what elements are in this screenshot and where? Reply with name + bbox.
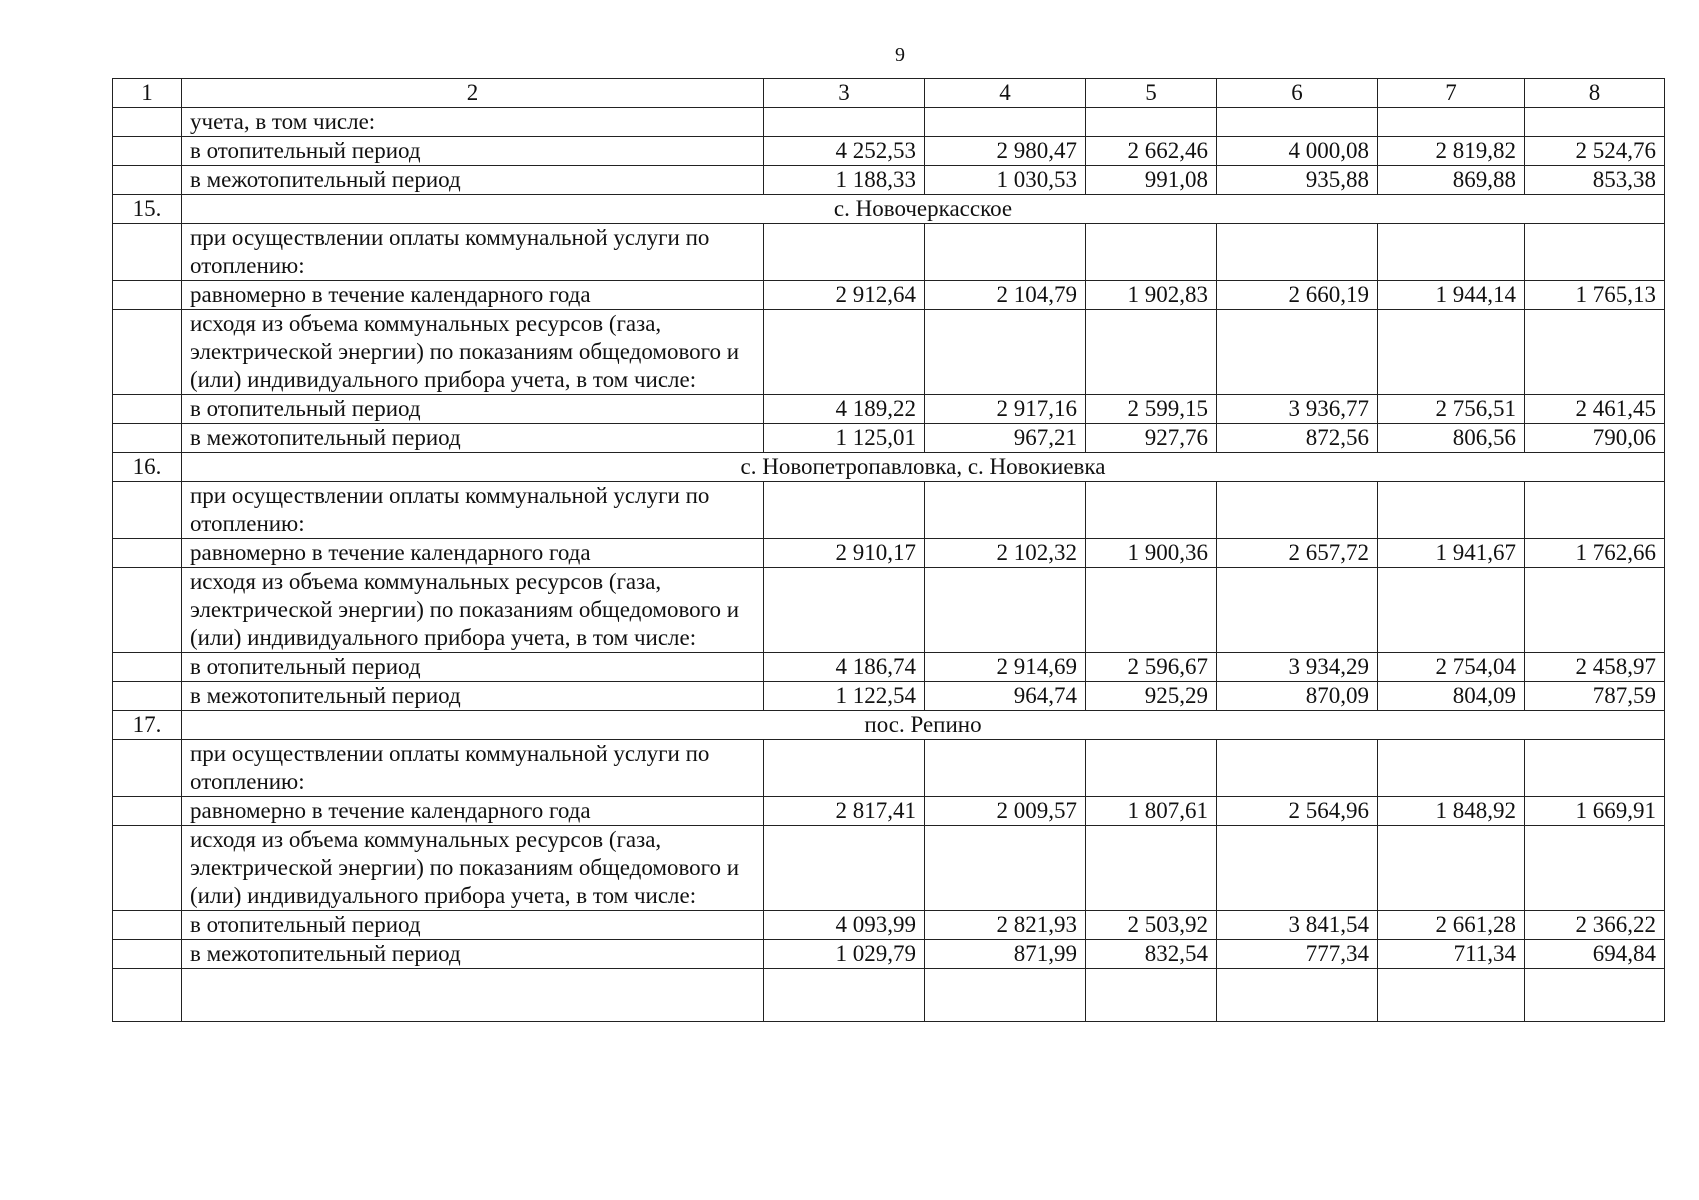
value-cell: 2 980,47 xyxy=(925,137,1086,166)
value-cell: 925,29 xyxy=(1086,682,1217,711)
row-number-cell xyxy=(113,281,182,310)
data-row xyxy=(113,653,1665,682)
value-cell: 4 252,53 xyxy=(764,137,925,166)
empty-cell xyxy=(764,969,925,1022)
empty-cell xyxy=(1378,826,1525,911)
value-cell: 832,54 xyxy=(1086,940,1217,969)
row-label: учета, в том числе: xyxy=(182,108,764,137)
header-cell: 3 xyxy=(764,79,925,108)
section-row xyxy=(113,711,1665,740)
empty-cell xyxy=(1378,482,1525,539)
value-cell: 2 817,41 xyxy=(764,797,925,826)
table-body xyxy=(113,79,1665,1022)
text-row xyxy=(113,310,1665,395)
value-cell: 1 762,66 xyxy=(1525,539,1665,568)
empty-cell xyxy=(1217,740,1378,797)
header-cell: 4 xyxy=(925,79,1086,108)
value-cell: 991,08 xyxy=(1086,166,1217,195)
value-cell: 2 756,51 xyxy=(1378,395,1525,424)
row-label: в отопительный период xyxy=(182,137,764,166)
value-cell: 927,76 xyxy=(1086,424,1217,453)
empty-cell xyxy=(1217,224,1378,281)
row-number-cell xyxy=(113,224,182,281)
value-cell: 804,09 xyxy=(1378,682,1525,711)
empty-cell xyxy=(764,310,925,395)
blank-row xyxy=(113,969,1665,1022)
empty-cell xyxy=(764,224,925,281)
value-cell: 2 662,46 xyxy=(1086,137,1217,166)
tariff-table xyxy=(112,78,1665,1022)
value-cell: 4 000,08 xyxy=(1217,137,1378,166)
header-cell: 2 xyxy=(182,79,764,108)
value-cell: 2 660,19 xyxy=(1217,281,1378,310)
text-row xyxy=(113,740,1665,797)
value-cell: 3 934,29 xyxy=(1217,653,1378,682)
data-row xyxy=(113,424,1665,453)
section-number: 17. xyxy=(113,711,182,740)
value-cell: 1 941,67 xyxy=(1378,539,1525,568)
data-row xyxy=(113,911,1665,940)
text-row xyxy=(113,826,1665,911)
value-cell: 4 093,99 xyxy=(764,911,925,940)
data-row xyxy=(113,539,1665,568)
text-row xyxy=(113,108,1665,137)
header-cell: 5 xyxy=(1086,79,1217,108)
value-cell: 2 910,17 xyxy=(764,539,925,568)
header-cell: 6 xyxy=(1217,79,1378,108)
value-cell: 1 029,79 xyxy=(764,940,925,969)
empty-cell xyxy=(925,740,1086,797)
empty-cell xyxy=(1525,224,1665,281)
row-label: в межотопительный период xyxy=(182,424,764,453)
value-cell: 2 821,93 xyxy=(925,911,1086,940)
value-cell: 3 841,54 xyxy=(1217,911,1378,940)
value-cell: 2 754,04 xyxy=(1378,653,1525,682)
row-number-cell xyxy=(113,166,182,195)
value-cell: 2 917,16 xyxy=(925,395,1086,424)
value-cell: 1 125,01 xyxy=(764,424,925,453)
data-row xyxy=(113,166,1665,195)
text-row xyxy=(113,224,1665,281)
row-label: в отопительный период xyxy=(182,911,764,940)
empty-cell xyxy=(1378,224,1525,281)
empty-cell xyxy=(1525,826,1665,911)
value-cell: 2 912,64 xyxy=(764,281,925,310)
row-label: при осуществлении оплаты коммунальной услуги по отоплению: xyxy=(182,224,764,281)
row-number-cell xyxy=(113,424,182,453)
empty-cell xyxy=(1217,568,1378,653)
empty-cell xyxy=(1217,108,1378,137)
empty-cell xyxy=(925,568,1086,653)
row-number-cell xyxy=(113,682,182,711)
value-cell: 871,99 xyxy=(925,940,1086,969)
row-label: исходя из объема коммунальных ресурсов (газа, электрической энергии) по показаниям общедомового и (или) индивидуального прибора учета, в том числе: xyxy=(182,568,764,653)
header-cell: 1 xyxy=(113,79,182,108)
empty-cell xyxy=(925,108,1086,137)
value-cell: 2 564,96 xyxy=(1217,797,1378,826)
data-row xyxy=(113,281,1665,310)
text-row xyxy=(113,482,1665,539)
section-number: 15. xyxy=(113,195,182,224)
empty-cell xyxy=(764,568,925,653)
value-cell: 853,38 xyxy=(1525,166,1665,195)
empty-cell xyxy=(1378,108,1525,137)
empty-cell xyxy=(1378,568,1525,653)
value-cell: 2 819,82 xyxy=(1378,137,1525,166)
value-cell: 964,74 xyxy=(925,682,1086,711)
value-cell: 711,34 xyxy=(1378,940,1525,969)
row-label: исходя из объема коммунальных ресурсов (газа, электрической энергии) по показаниям общедомового и (или) индивидуального прибора учета, в том числе: xyxy=(182,310,764,395)
row-number-cell xyxy=(113,940,182,969)
empty-cell xyxy=(1525,310,1665,395)
value-cell: 2 009,57 xyxy=(925,797,1086,826)
header-cell: 8 xyxy=(1525,79,1665,108)
value-cell: 2 102,32 xyxy=(925,539,1086,568)
empty-cell xyxy=(1217,310,1378,395)
value-cell: 1 669,91 xyxy=(1525,797,1665,826)
row-number-cell xyxy=(113,395,182,424)
empty-cell xyxy=(182,969,764,1022)
empty-cell xyxy=(764,108,925,137)
value-cell: 1 122,54 xyxy=(764,682,925,711)
section-row xyxy=(113,453,1665,482)
page-number: 9 xyxy=(895,44,905,66)
value-cell: 790,06 xyxy=(1525,424,1665,453)
empty-cell xyxy=(1525,482,1665,539)
row-number-cell xyxy=(113,797,182,826)
row-label: в отопительный период xyxy=(182,653,764,682)
value-cell: 870,09 xyxy=(1217,682,1378,711)
value-cell: 806,56 xyxy=(1378,424,1525,453)
empty-cell xyxy=(925,969,1086,1022)
data-row xyxy=(113,682,1665,711)
value-cell: 1 944,14 xyxy=(1378,281,1525,310)
empty-cell xyxy=(1217,969,1378,1022)
row-number-cell xyxy=(113,826,182,911)
value-cell: 2 366,22 xyxy=(1525,911,1665,940)
row-number-cell xyxy=(113,740,182,797)
empty-cell xyxy=(925,826,1086,911)
empty-cell xyxy=(1378,969,1525,1022)
empty-cell xyxy=(1086,826,1217,911)
empty-cell xyxy=(925,482,1086,539)
value-cell: 4 189,22 xyxy=(764,395,925,424)
row-number-cell xyxy=(113,539,182,568)
row-number-cell xyxy=(113,137,182,166)
empty-cell xyxy=(1217,482,1378,539)
row-label: в межотопительный период xyxy=(182,682,764,711)
section-row xyxy=(113,195,1665,224)
data-row xyxy=(113,395,1665,424)
empty-cell xyxy=(1525,740,1665,797)
row-label: в отопительный период xyxy=(182,395,764,424)
row-number-cell xyxy=(113,911,182,940)
value-cell: 1 807,61 xyxy=(1086,797,1217,826)
value-cell: 4 186,74 xyxy=(764,653,925,682)
section-number: 16. xyxy=(113,453,182,482)
empty-cell xyxy=(1217,826,1378,911)
row-number-cell xyxy=(113,653,182,682)
row-label: исходя из объема коммунальных ресурсов (газа, электрической энергии) по показаниям общедомового и (или) индивидуального прибора учета, в том числе: xyxy=(182,826,764,911)
empty-cell xyxy=(1086,224,1217,281)
header-row xyxy=(113,79,1665,108)
value-cell: 787,59 xyxy=(1525,682,1665,711)
value-cell: 1 030,53 xyxy=(925,166,1086,195)
empty-cell xyxy=(1086,969,1217,1022)
value-cell: 1 900,36 xyxy=(1086,539,1217,568)
data-row xyxy=(113,137,1665,166)
row-label: в межотопительный период xyxy=(182,166,764,195)
empty-cell xyxy=(764,740,925,797)
value-cell: 2 599,15 xyxy=(1086,395,1217,424)
value-cell: 869,88 xyxy=(1378,166,1525,195)
data-row xyxy=(113,797,1665,826)
value-cell: 2 914,69 xyxy=(925,653,1086,682)
row-label: равномерно в течение календарного года xyxy=(182,797,764,826)
value-cell: 2 461,45 xyxy=(1525,395,1665,424)
value-cell: 2 503,92 xyxy=(1086,911,1217,940)
value-cell: 777,34 xyxy=(1217,940,1378,969)
value-cell: 1 848,92 xyxy=(1378,797,1525,826)
empty-cell xyxy=(1525,108,1665,137)
data-row xyxy=(113,940,1665,969)
empty-cell xyxy=(1086,740,1217,797)
value-cell: 935,88 xyxy=(1217,166,1378,195)
value-cell: 1 765,13 xyxy=(1525,281,1665,310)
section-title: с. Новопетропавловка, с. Новокиевка xyxy=(182,453,1665,482)
value-cell: 2 524,76 xyxy=(1525,137,1665,166)
empty-cell xyxy=(764,482,925,539)
empty-cell xyxy=(1525,568,1665,653)
value-cell: 2 596,67 xyxy=(1086,653,1217,682)
value-cell: 2 657,72 xyxy=(1217,539,1378,568)
value-cell: 1 188,33 xyxy=(764,166,925,195)
empty-cell xyxy=(764,826,925,911)
empty-cell xyxy=(1086,310,1217,395)
value-cell: 2 661,28 xyxy=(1378,911,1525,940)
empty-cell xyxy=(925,224,1086,281)
empty-cell xyxy=(1086,482,1217,539)
value-cell: 2 458,97 xyxy=(1525,653,1665,682)
empty-cell xyxy=(1086,568,1217,653)
empty-cell xyxy=(925,310,1086,395)
row-number-cell xyxy=(113,108,182,137)
row-label: при осуществлении оплаты коммунальной услуги по отоплению: xyxy=(182,740,764,797)
row-label: равномерно в течение календарного года xyxy=(182,281,764,310)
value-cell: 872,56 xyxy=(1217,424,1378,453)
row-number-cell xyxy=(113,482,182,539)
row-number-cell xyxy=(113,568,182,653)
section-title: с. Новочеркасское xyxy=(182,195,1665,224)
empty-cell xyxy=(1086,108,1217,137)
value-cell: 967,21 xyxy=(925,424,1086,453)
text-row xyxy=(113,568,1665,653)
value-cell: 694,84 xyxy=(1525,940,1665,969)
row-label: равномерно в течение календарного года xyxy=(182,539,764,568)
row-number-cell xyxy=(113,310,182,395)
empty-cell xyxy=(113,969,182,1022)
empty-cell xyxy=(1525,969,1665,1022)
value-cell: 1 902,83 xyxy=(1086,281,1217,310)
empty-cell xyxy=(1378,310,1525,395)
value-cell: 3 936,77 xyxy=(1217,395,1378,424)
header-cell: 7 xyxy=(1378,79,1525,108)
empty-cell xyxy=(1378,740,1525,797)
row-label: в межотопительный период xyxy=(182,940,764,969)
row-label: при осуществлении оплаты коммунальной услуги по отоплению: xyxy=(182,482,764,539)
value-cell: 2 104,79 xyxy=(925,281,1086,310)
section-title: пос. Репино xyxy=(182,711,1665,740)
